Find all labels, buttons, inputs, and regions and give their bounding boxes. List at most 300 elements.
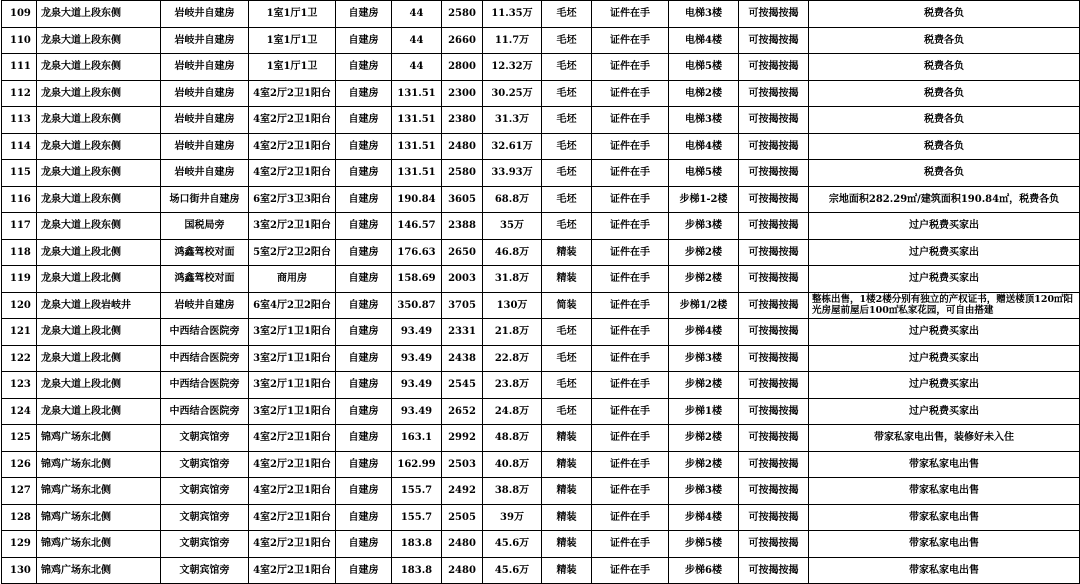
floor-cell: 电梯3楼 [669,1,739,28]
location-cell: 龙泉大道上段东侧 [37,186,161,213]
landmark-cell: 中西结合医院旁 [161,372,249,399]
location-cell: 锦鸡广场东北侧 [37,478,161,505]
decoration-cell: 毛坯 [542,133,592,160]
area-cell: 93.49 [392,345,442,372]
total-price-cell: 11.7万 [483,27,542,54]
floor-cell: 电梯3楼 [669,107,739,134]
unit-price-cell: 2505 [442,504,483,531]
unit-price-cell: 2492 [442,478,483,505]
area-cell: 131.51 [392,107,442,134]
landmark-cell: 岩岐井自建房 [161,107,249,134]
table-row [2,1,1080,28]
location-cell: 龙泉大道上段北侧 [37,345,161,372]
landmark-cell: 岩岐井自建房 [161,1,249,28]
notes-cell: 过户税费买家出 [809,239,1080,266]
decoration-cell: 精装 [542,478,592,505]
layout-cell: 4室2厅2卫1阳台 [249,107,336,134]
floor-cell: 步梯2楼 [669,425,739,452]
notes-cell: 税费各负 [809,80,1080,107]
area-cell: 183.8 [392,531,442,558]
property-type-cell: 自建房 [336,107,392,134]
table-row [2,345,1080,372]
landmark-cell: 文朝宾馆旁 [161,504,249,531]
floor-cell: 步梯1/2楼 [669,292,739,319]
layout-cell: 3室2厅1卫1阳台 [249,319,336,346]
unit-price-cell: 2800 [442,54,483,81]
decoration-cell: 精装 [542,557,592,584]
total-price-cell: 45.6万 [483,531,542,558]
location-cell: 龙泉大道上段北侧 [37,398,161,425]
property-type-cell: 自建房 [336,1,392,28]
unit-price-cell: 2480 [442,531,483,558]
property-type-cell: 自建房 [336,292,392,319]
landmark-cell: 国税局旁 [161,213,249,240]
layout-cell: 4室2厅2卫1阳台 [249,557,336,584]
location-cell: 龙泉大道上段东侧 [37,54,161,81]
total-price-cell: 24.8万 [483,398,542,425]
mortgage-cell: 可按揭按揭 [739,319,809,346]
decoration-cell: 毛坯 [542,1,592,28]
layout-cell: 3室2厅1卫1阳台 [249,345,336,372]
certificate-cell: 证件在手 [592,531,669,558]
floor-cell: 步梯3楼 [669,213,739,240]
table-row [2,54,1080,81]
unit-price-cell: 2300 [442,80,483,107]
layout-cell: 3室2厅2卫1阳台 [249,213,336,240]
landmark-cell: 鸿鑫驾校对面 [161,266,249,293]
notes-cell: 整栋出售，1楼2楼分别有独立的产权证书，赠送楼顶120㎡阳光房屋前屋后100㎡私家花园，可自由搭建 [809,292,1080,319]
landmark-cell: 中西结合医院旁 [161,319,249,346]
property-type-cell: 自建房 [336,239,392,266]
mortgage-cell: 可按揭按揭 [739,266,809,293]
unit-price-cell: 3705 [442,292,483,319]
total-price-cell: 22.8万 [483,345,542,372]
listing-table [1,0,1080,584]
table-row [2,239,1080,266]
row-number-cell: 118 [2,239,37,266]
certificate-cell: 证件在手 [592,292,669,319]
row-number-cell: 125 [2,425,37,452]
total-price-cell: 23.8万 [483,372,542,399]
decoration-cell: 毛坯 [542,213,592,240]
table-row [2,478,1080,505]
area-cell: 44 [392,27,442,54]
property-type-cell: 自建房 [336,266,392,293]
notes-cell: 过户税费买家出 [809,266,1080,293]
landmark-cell: 中西结合医院旁 [161,398,249,425]
layout-cell: 4室2厅2卫1阳台 [249,504,336,531]
table-body [2,1,1080,584]
certificate-cell: 证件在手 [592,186,669,213]
layout-cell: 6室4厅2卫2阳台 [249,292,336,319]
mortgage-cell: 可按揭按揭 [739,107,809,134]
total-price-cell: 33.93万 [483,160,542,187]
property-type-cell: 自建房 [336,160,392,187]
location-cell: 龙泉大道上段东侧 [37,107,161,134]
location-cell: 龙泉大道上段东侧 [37,80,161,107]
unit-price-cell: 2331 [442,319,483,346]
notes-cell: 过户税费买家出 [809,213,1080,240]
total-price-cell: 31.3万 [483,107,542,134]
certificate-cell: 证件在手 [592,398,669,425]
total-price-cell: 40.8万 [483,451,542,478]
property-type-cell: 自建房 [336,345,392,372]
area-cell: 350.87 [392,292,442,319]
table-row [2,319,1080,346]
layout-cell: 4室2厅2卫1阳台 [249,531,336,558]
mortgage-cell: 可按揭按揭 [739,504,809,531]
mortgage-cell: 可按揭按揭 [739,425,809,452]
property-type-cell: 自建房 [336,478,392,505]
layout-cell: 4室2厅2卫1阳台 [249,160,336,187]
floor-cell: 步梯4楼 [669,504,739,531]
table-row [2,186,1080,213]
layout-cell: 4室2厅2卫1阳台 [249,451,336,478]
unit-price-cell: 2438 [442,345,483,372]
floor-cell: 电梯2楼 [669,80,739,107]
property-type-cell: 自建房 [336,133,392,160]
unit-price-cell: 2380 [442,107,483,134]
table-row [2,292,1080,319]
mortgage-cell: 可按揭按揭 [739,239,809,266]
unit-price-cell: 2503 [442,451,483,478]
decoration-cell: 毛坯 [542,319,592,346]
decoration-cell: 毛坯 [542,160,592,187]
row-number-cell: 124 [2,398,37,425]
location-cell: 锦鸡广场东北侧 [37,531,161,558]
landmark-cell: 岩岐井自建房 [161,54,249,81]
total-price-cell: 31.8万 [483,266,542,293]
location-cell: 龙泉大道上段东侧 [37,133,161,160]
area-cell: 176.63 [392,239,442,266]
landmark-cell: 岩岐井自建房 [161,133,249,160]
certificate-cell: 证件在手 [592,319,669,346]
area-cell: 183.8 [392,557,442,584]
area-cell: 44 [392,54,442,81]
table-row [2,160,1080,187]
total-price-cell: 48.8万 [483,425,542,452]
certificate-cell: 证件在手 [592,451,669,478]
landmark-cell: 岩岐井自建房 [161,292,249,319]
certificate-cell: 证件在手 [592,504,669,531]
area-cell: 162.99 [392,451,442,478]
landmark-cell: 鸿鑫驾校对面 [161,239,249,266]
landmark-cell: 场口街井自建房 [161,186,249,213]
unit-price-cell: 3605 [442,186,483,213]
mortgage-cell: 可按揭按揭 [739,398,809,425]
mortgage-cell: 可按揭按揭 [739,1,809,28]
property-type-cell: 自建房 [336,213,392,240]
decoration-cell: 精装 [542,239,592,266]
unit-price-cell: 2652 [442,398,483,425]
unit-price-cell: 2545 [442,372,483,399]
floor-cell: 步梯2楼 [669,372,739,399]
property-type-cell: 自建房 [336,398,392,425]
property-type-cell: 自建房 [336,451,392,478]
decoration-cell: 毛坯 [542,372,592,399]
unit-price-cell: 2660 [442,27,483,54]
mortgage-cell: 可按揭按揭 [739,186,809,213]
mortgage-cell: 可按揭按揭 [739,213,809,240]
floor-cell: 步梯2楼 [669,239,739,266]
location-cell: 锦鸡广场东北侧 [37,504,161,531]
location-cell: 龙泉大道上段北侧 [37,372,161,399]
layout-cell: 5室2厅2卫2阳台 [249,239,336,266]
table-row [2,107,1080,134]
notes-cell: 税费各负 [809,160,1080,187]
mortgage-cell: 可按揭按揭 [739,80,809,107]
property-type-cell: 自建房 [336,27,392,54]
landmark-cell: 岩岐井自建房 [161,80,249,107]
decoration-cell: 精装 [542,531,592,558]
floor-cell: 步梯1-2楼 [669,186,739,213]
table-row [2,398,1080,425]
certificate-cell: 证件在手 [592,1,669,28]
row-number-cell: 112 [2,80,37,107]
row-number-cell: 120 [2,292,37,319]
row-number-cell: 111 [2,54,37,81]
certificate-cell: 证件在手 [592,107,669,134]
location-cell: 龙泉大道上段东侧 [37,27,161,54]
layout-cell: 1室1厅1卫 [249,1,336,28]
unit-price-cell: 2480 [442,133,483,160]
floor-cell: 步梯2楼 [669,266,739,293]
certificate-cell: 证件在手 [592,478,669,505]
landmark-cell: 文朝宾馆旁 [161,557,249,584]
row-number-cell: 113 [2,107,37,134]
certificate-cell: 证件在手 [592,345,669,372]
notes-cell: 带家私家电出售，装修好未入住 [809,425,1080,452]
area-cell: 131.51 [392,160,442,187]
notes-cell: 过户税费买家出 [809,372,1080,399]
layout-cell: 3室2厅1卫1阳台 [249,398,336,425]
location-cell: 龙泉大道上段北侧 [37,266,161,293]
landmark-cell: 文朝宾馆旁 [161,425,249,452]
layout-cell: 4室2厅2卫1阳台 [249,425,336,452]
location-cell: 龙泉大道上段东侧 [37,213,161,240]
total-price-cell: 130万 [483,292,542,319]
floor-cell: 步梯3楼 [669,478,739,505]
row-number-cell: 127 [2,478,37,505]
floor-cell: 步梯1楼 [669,398,739,425]
layout-cell: 4室2厅2卫1阳台 [249,133,336,160]
landmark-cell: 文朝宾馆旁 [161,531,249,558]
notes-cell: 宗地面积282.29㎡/建筑面积190.84㎡，税费各负 [809,186,1080,213]
floor-cell: 步梯6楼 [669,557,739,584]
layout-cell: 商用房 [249,266,336,293]
total-price-cell: 30.25万 [483,80,542,107]
unit-price-cell: 2480 [442,557,483,584]
property-type-cell: 自建房 [336,531,392,558]
table-row [2,372,1080,399]
layout-cell: 1室1厅1卫 [249,27,336,54]
unit-price-cell: 2003 [442,266,483,293]
decoration-cell: 毛坯 [542,54,592,81]
row-number-cell: 128 [2,504,37,531]
unit-price-cell: 2388 [442,213,483,240]
floor-cell: 电梯5楼 [669,54,739,81]
row-number-cell: 129 [2,531,37,558]
property-type-cell: 自建房 [336,319,392,346]
mortgage-cell: 可按揭按揭 [739,27,809,54]
landmark-cell: 岩岐井自建房 [161,27,249,54]
certificate-cell: 证件在手 [592,239,669,266]
area-cell: 146.57 [392,213,442,240]
decoration-cell: 精装 [542,504,592,531]
location-cell: 龙泉大道上段北侧 [37,319,161,346]
layout-cell: 6室2厅3卫3阳台 [249,186,336,213]
certificate-cell: 证件在手 [592,80,669,107]
mortgage-cell: 可按揭按揭 [739,451,809,478]
floor-cell: 步梯3楼 [669,345,739,372]
notes-cell: 税费各负 [809,27,1080,54]
floor-cell: 电梯5楼 [669,160,739,187]
notes-cell: 带家私家电出售 [809,504,1080,531]
area-cell: 93.49 [392,372,442,399]
certificate-cell: 证件在手 [592,133,669,160]
notes-cell: 带家私家电出售 [809,451,1080,478]
area-cell: 163.1 [392,425,442,452]
floor-cell: 电梯4楼 [669,27,739,54]
decoration-cell: 精装 [542,451,592,478]
certificate-cell: 证件在手 [592,557,669,584]
row-number-cell: 122 [2,345,37,372]
location-cell: 锦鸡广场东北侧 [37,451,161,478]
mortgage-cell: 可按揭按揭 [739,345,809,372]
unit-price-cell: 2992 [442,425,483,452]
property-type-cell: 自建房 [336,425,392,452]
row-number-cell: 114 [2,133,37,160]
decoration-cell: 毛坯 [542,80,592,107]
table-row [2,451,1080,478]
area-cell: 158.69 [392,266,442,293]
notes-cell: 税费各负 [809,133,1080,160]
area-cell: 93.49 [392,319,442,346]
location-cell: 龙泉大道上段东侧 [37,1,161,28]
decoration-cell: 毛坯 [542,27,592,54]
total-price-cell: 38.8万 [483,478,542,505]
total-price-cell: 68.8万 [483,186,542,213]
mortgage-cell: 可按揭按揭 [739,557,809,584]
location-cell: 龙泉大道上段北侧 [37,239,161,266]
mortgage-cell: 可按揭按揭 [739,478,809,505]
certificate-cell: 证件在手 [592,372,669,399]
table-row [2,27,1080,54]
property-type-cell: 自建房 [336,54,392,81]
total-price-cell: 46.8万 [483,239,542,266]
row-number-cell: 123 [2,372,37,399]
row-number-cell: 121 [2,319,37,346]
table-row [2,213,1080,240]
table-row [2,425,1080,452]
area-cell: 131.51 [392,80,442,107]
row-number-cell: 110 [2,27,37,54]
table-row [2,80,1080,107]
location-cell: 龙泉大道上段东侧 [37,160,161,187]
decoration-cell: 毛坯 [542,107,592,134]
property-type-cell: 自建房 [336,372,392,399]
location-cell: 龙泉大道上段岩岐井 [37,292,161,319]
layout-cell: 4室2厅2卫1阳台 [249,80,336,107]
total-price-cell: 39万 [483,504,542,531]
table-row [2,557,1080,584]
landmark-cell: 文朝宾馆旁 [161,451,249,478]
landmark-cell: 岩岐井自建房 [161,160,249,187]
table-row [2,504,1080,531]
decoration-cell: 精装 [542,425,592,452]
decoration-cell: 简装 [542,292,592,319]
decoration-cell: 毛坯 [542,186,592,213]
location-cell: 锦鸡广场东北侧 [37,425,161,452]
notes-cell: 过户税费买家出 [809,398,1080,425]
row-number-cell: 126 [2,451,37,478]
property-type-cell: 自建房 [336,504,392,531]
table-row [2,266,1080,293]
floor-cell: 电梯4楼 [669,133,739,160]
notes-cell: 带家私家电出售 [809,478,1080,505]
mortgage-cell: 可按揭按揭 [739,372,809,399]
mortgage-cell: 可按揭按揭 [739,54,809,81]
table-row [2,133,1080,160]
total-price-cell: 12.32万 [483,54,542,81]
area-cell: 131.51 [392,133,442,160]
row-number-cell: 115 [2,160,37,187]
certificate-cell: 证件在手 [592,160,669,187]
notes-cell: 税费各负 [809,107,1080,134]
property-type-cell: 自建房 [336,557,392,584]
area-cell: 155.7 [392,504,442,531]
mortgage-cell: 可按揭按揭 [739,133,809,160]
mortgage-cell: 可按揭按揭 [739,160,809,187]
notes-cell: 过户税费买家出 [809,345,1080,372]
decoration-cell: 精装 [542,266,592,293]
decoration-cell: 毛坯 [542,398,592,425]
area-cell: 155.7 [392,478,442,505]
total-price-cell: 32.61万 [483,133,542,160]
certificate-cell: 证件在手 [592,27,669,54]
property-type-cell: 自建房 [336,186,392,213]
certificate-cell: 证件在手 [592,425,669,452]
area-cell: 93.49 [392,398,442,425]
property-type-cell: 自建房 [336,80,392,107]
total-price-cell: 21.8万 [483,319,542,346]
total-price-cell: 11.35万 [483,1,542,28]
notes-cell: 过户税费买家出 [809,319,1080,346]
notes-cell: 税费各负 [809,54,1080,81]
certificate-cell: 证件在手 [592,54,669,81]
mortgage-cell: 可按揭按揭 [739,531,809,558]
unit-price-cell: 2650 [442,239,483,266]
area-cell: 190.84 [392,186,442,213]
floor-cell: 步梯5楼 [669,531,739,558]
decoration-cell: 毛坯 [542,345,592,372]
row-number-cell: 130 [2,557,37,584]
row-number-cell: 119 [2,266,37,293]
area-cell: 44 [392,1,442,28]
notes-cell: 带家私家电出售 [809,557,1080,584]
table-row [2,531,1080,558]
total-price-cell: 45.6万 [483,557,542,584]
mortgage-cell: 可按揭按揭 [739,292,809,319]
landmark-cell: 中西结合医院旁 [161,345,249,372]
layout-cell: 4室2厅2卫1阳台 [249,478,336,505]
layout-cell: 1室1厅1卫 [249,54,336,81]
location-cell: 锦鸡广场东北侧 [37,557,161,584]
certificate-cell: 证件在手 [592,266,669,293]
landmark-cell: 文朝宾馆旁 [161,478,249,505]
row-number-cell: 109 [2,1,37,28]
unit-price-cell: 2580 [442,160,483,187]
